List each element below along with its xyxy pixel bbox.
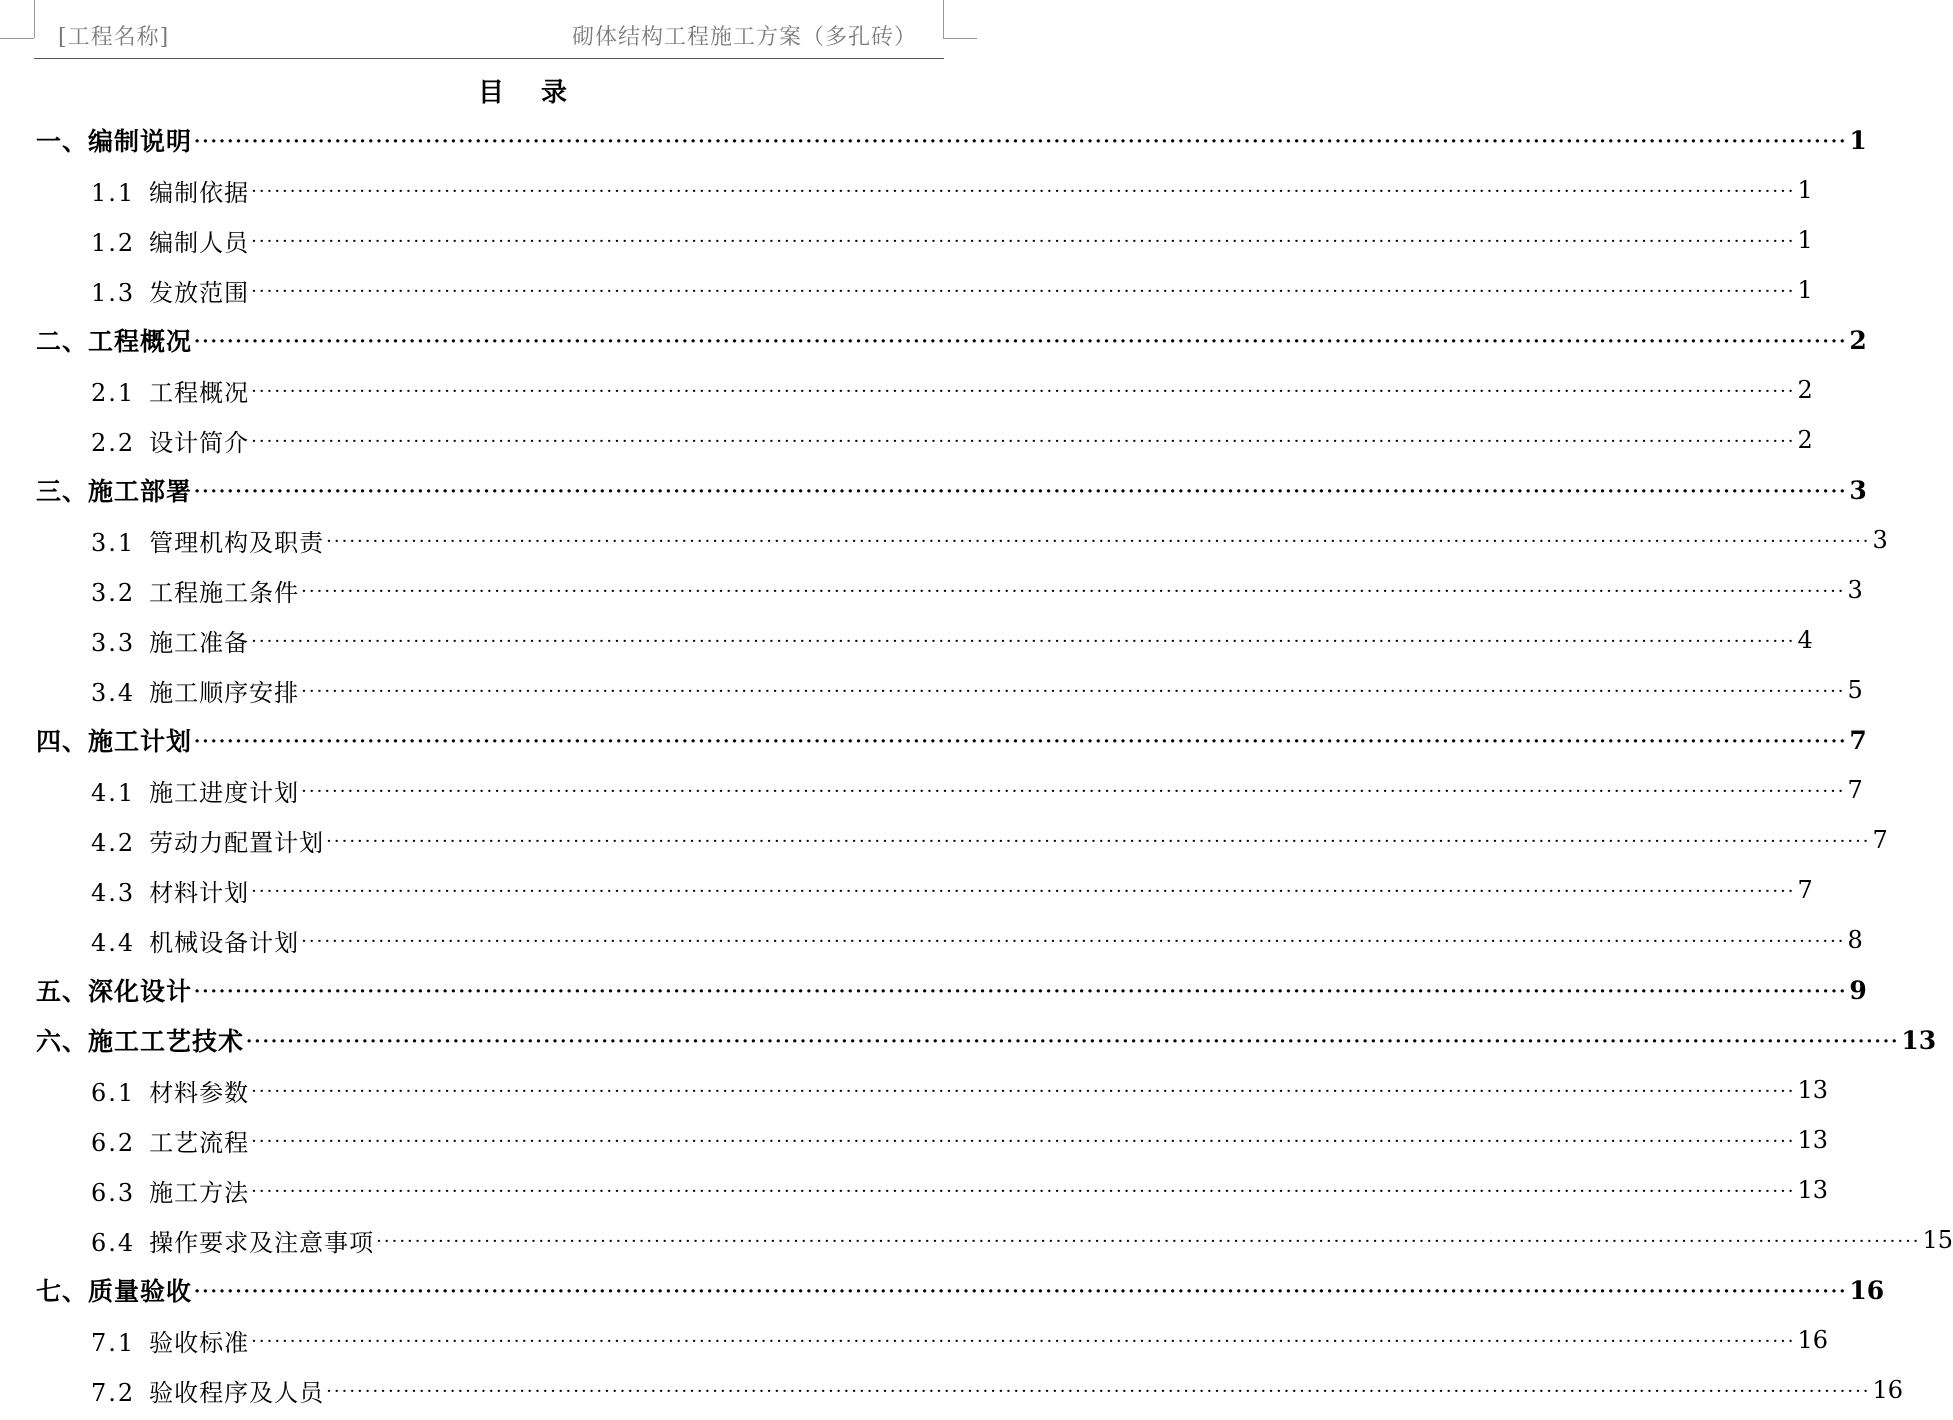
toc-section-entry[interactable] [91,1365,1904,1415]
header-project-name: [工程名称] [58,25,170,50]
toc-dot-leader: ········································································································································································································ [246,1031,1900,1052]
toc-entry-title [36,972,192,1008]
toc-dot-leader: ········································································································································································································ [301,581,1846,602]
toc-section-entry[interactable] [91,1165,1829,1215]
toc-entry-number: 6.3 [91,1178,136,1207]
toc-entry-title [91,423,249,458]
toc-chapter-entry[interactable] [36,315,1867,365]
toc-chapter-entry[interactable] [36,115,1867,165]
toc-dot-leader: ········································································································································································································ [251,381,1796,402]
toc-entry-title [91,573,299,608]
toc-entry-title [91,1123,249,1158]
toc-entry-number: 2.2 [91,428,136,457]
toc-page-number: 4 [1797,626,1813,654]
toc-page-number: 1 [1849,125,1867,155]
toc-section-entry[interactable] [91,815,1888,865]
toc-dot-leader: ········································································································································································································ [251,281,1796,302]
toc-section-entry[interactable] [91,265,1813,315]
toc-entry-number: 3.3 [91,628,136,657]
toc-entry-title [36,1272,192,1308]
toc-page-number: 15 [1922,1226,1953,1254]
crop-mark-top-right-horizontal [943,38,977,39]
toc-entry-label: 施工准备 [149,628,250,657]
crop-mark-top-left-horizontal [0,38,34,39]
toc-chapter-entry[interactable] [36,715,1867,765]
toc-section-entry[interactable] [91,165,1813,215]
toc-entry-label: 工程概况 [88,327,193,356]
toc-entry-title [91,923,299,958]
toc-entry-label: 材料参数 [149,1078,250,1107]
toc-section-entry[interactable] [91,565,1863,615]
toc-entry-number: 二、 [36,327,89,356]
toc-entry-label: 施工部署 [88,477,193,506]
toc-dot-leader: ········································································································································································································ [251,231,1796,252]
toc-entry-number: 4.2 [91,828,136,857]
toc-entry-label: 施工顺序安排 [149,678,300,707]
toc-entry-label: 施工进度计划 [149,778,300,807]
toc-entry-label: 深化设计 [88,977,193,1006]
toc-dot-leader: ········································································································································································································ [301,681,1846,702]
toc-section-entry[interactable] [91,1115,1829,1165]
toc-entry-number: 6.2 [91,1128,136,1157]
toc-entry-label: 施工工艺技术 [88,1027,245,1056]
toc-dot-leader: ········································································································································································································ [194,331,1848,352]
toc-entry-title [91,773,299,808]
toc-dot-leader: ········································································································································································································ [326,531,1871,552]
toc-entry-number: 3.4 [91,678,136,707]
toc-entry-number: 1.3 [91,278,136,307]
toc-entry-number: 六、 [36,1027,89,1056]
toc-dot-leader: ········································································································································································································ [251,1181,1796,1202]
toc-entry-title [91,273,249,308]
toc-entry-number: 七、 [36,1277,89,1306]
toc-section-entry[interactable] [91,1215,1953,1265]
toc-entry-title [91,1223,374,1258]
toc-entry-label: 材料计划 [149,878,250,907]
toc-entry-title [36,122,192,158]
toc-page-number: 13 [1797,1176,1829,1204]
toc-entry-number: 4.3 [91,878,136,907]
toc-page-number: 1 [1797,176,1813,204]
toc-page-number: 3 [1849,475,1867,505]
toc-entry-number: 4.1 [91,778,136,807]
toc-entry-title [91,1323,249,1358]
toc-chapter-entry[interactable] [36,1015,1937,1065]
toc-chapter-entry[interactable] [36,1265,1885,1315]
toc-entry-label: 验收标准 [149,1328,250,1357]
toc-entry-title [36,322,192,358]
toc-dot-leader: ········································································································································································································ [376,1231,1921,1252]
toc-page-number: 2 [1849,325,1867,355]
toc-dot-leader: ········································································································································································································ [326,1381,1871,1402]
crop-mark-top-left [34,0,35,38]
toc-entry-title [91,1373,324,1408]
toc-entry-title [91,523,324,558]
header-rule [34,58,944,59]
toc-entry-label: 发放范围 [149,278,250,307]
toc-dot-leader: ········································································································································································································ [251,631,1796,652]
toc-section-entry[interactable] [91,615,1813,665]
toc-entry-number: 三、 [36,477,89,506]
toc-entry-title [91,673,299,708]
toc-section-entry[interactable] [91,865,1813,915]
toc-entry-title [91,873,249,908]
toc-entry-label: 劳动力配置计划 [149,828,325,857]
toc-entry-number: 6.1 [91,1078,136,1107]
toc-section-entry[interactable] [91,915,1863,965]
toc-page-number: 9 [1849,975,1867,1005]
toc-entry-number: 2.1 [91,378,136,407]
toc-dot-leader: ········································································································································································································ [194,131,1848,152]
toc-entry-title [36,1022,244,1058]
toc-page-number: 16 [1872,1376,1904,1404]
toc-page-number: 7 [1849,725,1867,755]
toc-page-number: 13 [1797,1126,1829,1154]
toc-entry-label: 施工计划 [88,727,193,756]
toc-entry-title [91,223,249,258]
toc-section-entry[interactable] [91,415,1813,465]
toc-section-entry[interactable] [91,765,1863,815]
toc-entry-label: 质量验收 [88,1277,193,1306]
toc-page-number: 5 [1847,676,1863,704]
toc-page-number: 3 [1847,576,1863,604]
toc-dot-leader: ········································································································································································································ [301,781,1846,802]
toc-dot-leader: ········································································································································································································ [251,1081,1796,1102]
toc-entry-number: 一、 [36,127,89,156]
toc-entry-number: 3.1 [91,528,136,557]
toc-entry-label: 编制依据 [149,178,250,207]
toc-section-entry[interactable] [91,515,1888,565]
toc-page-number: 3 [1872,526,1888,554]
toc-entry-number: 五、 [36,977,89,1006]
toc-dot-leader: ········································································································································································································ [194,731,1848,752]
toc-page-number: 1 [1797,276,1813,304]
toc-entry-label: 工艺流程 [149,1128,250,1157]
toc-dot-leader: ········································································································································································································ [251,181,1796,202]
toc-page-number: 2 [1797,426,1813,454]
toc-page-number: 7 [1797,876,1813,904]
toc-section-entry[interactable] [91,1065,1829,1115]
toc-entry-label: 编制人员 [149,228,250,257]
toc-entry-title [91,623,249,658]
toc-entry-label: 设计简介 [149,428,250,457]
toc-entry-number: 7.2 [91,1378,136,1407]
toc-section-entry[interactable] [91,215,1813,265]
toc-entry-title [36,472,192,508]
toc-dot-leader: ········································································································································································································ [251,881,1796,902]
toc-title: 目 录 [477,78,582,108]
toc-entry-title [91,173,249,208]
toc-entry-label: 操作要求及注意事项 [149,1228,375,1257]
toc-page-number: 2 [1797,376,1813,404]
toc-entry-number: 6.4 [91,1228,136,1257]
toc-page-number: 16 [1849,1275,1885,1305]
toc-entry-label: 工程施工条件 [149,578,300,607]
toc-section-entry[interactable] [91,365,1813,415]
toc-section-entry[interactable] [91,1315,1829,1365]
toc-dot-leader: ········································································································································································································ [251,1331,1796,1352]
toc-dot-leader: ········································································································································································································ [194,481,1848,502]
toc-page-number: 8 [1847,926,1863,954]
toc-entry-number: 4.4 [91,928,136,957]
toc-entry-label: 验收程序及人员 [149,1378,325,1407]
toc-entry-title [91,1173,249,1208]
toc-entry-label: 机械设备计划 [149,928,300,957]
toc-dot-leader: ········································································································································································································ [326,831,1871,852]
toc-entry-label: 施工方法 [149,1178,250,1207]
toc-entry-label: 工程概况 [149,378,250,407]
toc-page-number: 7 [1847,776,1863,804]
toc-entry-title [91,1073,249,1108]
toc-entry-number: 四、 [36,727,89,756]
toc-page-number: 1 [1797,226,1813,254]
toc-chapter-entry[interactable] [36,465,1867,515]
toc-entry-number: 7.1 [91,1328,136,1357]
toc-entry-title [91,823,324,858]
toc-section-entry[interactable] [91,665,1863,715]
toc-page-number: 13 [1797,1076,1829,1104]
toc-page-number: 16 [1797,1326,1829,1354]
toc-page-number: 7 [1872,826,1888,854]
toc-entry-number: 3.2 [91,578,136,607]
toc-dot-leader: ········································································································································································································ [194,981,1848,1002]
toc-dot-leader: ········································································································································································································ [251,431,1796,452]
toc-entry-label: 管理机构及职责 [149,528,325,557]
toc-dot-leader: ········································································································································································································ [194,1281,1848,1302]
toc-entry-title [36,722,192,758]
toc-entry-label: 编制说明 [88,127,193,156]
toc-dot-leader: ········································································································································································································ [251,1131,1796,1152]
crop-mark-top-right [943,0,944,38]
toc-dot-leader: ········································································································································································································ [301,931,1846,952]
toc-page-number: 13 [1901,1025,1937,1055]
toc-chapter-entry[interactable] [36,965,1867,1015]
toc-entry-number: 1.2 [91,228,136,257]
toc-entry-number: 1.1 [91,178,136,207]
toc-entry-title [91,373,249,408]
header-document-title: 砌体结构工程施工方案（多孔砖） [571,25,917,50]
